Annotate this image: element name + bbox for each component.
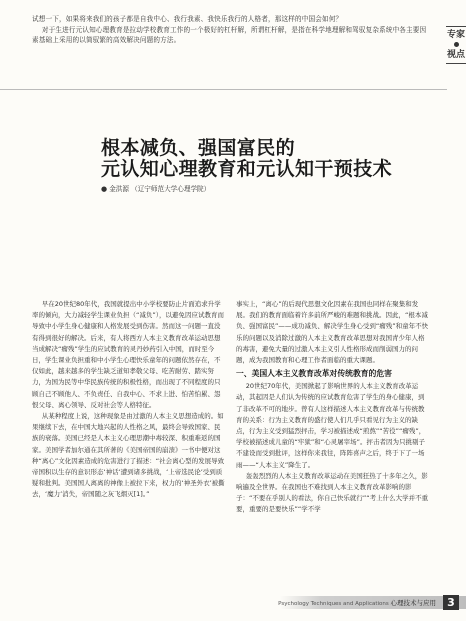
author-affiliation: （辽宁师范大学心理学院） [131,185,211,193]
header-divider [0,89,447,90]
intro-paragraph-2: 对于生进行元认知心理教育是拉动学校教育工作的一个极好的杠杆解，所谓杠杆解，是指在科学地理解和驾驭复杂系统中各主要因素基础上采用的以简驭繁的高效解决问题的方法。 [32,25,427,45]
intro-paragraphs [32,14,427,46]
author-name: 金洪源 [109,185,129,193]
body-paragraph: 从某种程度上说，这种现象是由过激的人本主义思想造成的。如果继续下去，在中国大地兴起的人性格之风，最终会导致国家、民族的衰落。美国已经是人本主义心理思潮中毒较深、积重难返的国家。美国学者加尔通在其所著的《美国帝国的崩溃》一书中便对这种“离心”文化因素造成的危害进行了描述：“社会离心型的发展导致帝国积以生存的意识形态‘神话’遭到诸多挑战，‘上帝选民论’受到质疑和批判。美国国人离离的神像上被拉下来，权力的‘神圣外衣’被撕去，‘魔力’消失，帝国随之灰飞烟灭[1]。” [32,412,225,499]
body-column-left [32,299,225,501]
section-tab-dot-icon [454,42,459,47]
byline [101,183,210,193]
section-tab-line-1: 专家 [446,30,465,40]
journal-name-english: Psychology Techniques and Applications [278,601,389,607]
section-heading: 一、美国人本主义教育改革对传统教育的危害 [236,369,392,379]
section-tab [446,26,466,64]
body-paragraph: 轰轰烈烈的人本主义教育改革运动在美国狂热了十多年之久，影响遍及全世界。在我国也不难找到人本主义教育改革影响的影子：“不要在乎别人的看法，你自己快乐就行”“考上什么大学并不重要，重要的是要快乐”“学不学 [236,471,429,514]
journal-name [278,598,436,607]
body-column-right [236,299,429,516]
journal-name-chinese: 心理技术与应用 [390,599,436,607]
page-number: 3 [443,595,459,610]
byline-bullet-icon: ● [101,185,108,193]
body-paragraph: 早在20世纪80年代，我国就提出中小学校要防止片面追求升学率的倾向，大力减轻学生课业负担（“减负”），以避免因应试教育而导致中小学生身心健康和人格发展受到伤害。然而这一问题一直没有得到很好的解决。后来，有人将西方人本主义教育改革运动思想当成解决“瘤残”学生的应试教育的灵丹妙药引入中国，而时至今日，学生课业负担重和中小学生心理快乐童年的问题依然存在，不仅如此，越来越多的学生缺乏道知孝敬父母、吃苦耐劳、踏实努力，为国为民等中华民族传统的积极性格，而出现了不同程度的只顾自己不顾他人、不负责任、自我中心、不求上进、怕苦怕累、怨恨父母、离心领导、反对社会等人格特征。 [32,300,224,409]
section-tab-line-2: 视点 [446,50,465,60]
article-title-line-1: 根本减负、强国富民的 [101,137,296,159]
intro-paragraph-1: 试想一下，如果将来我们的孩子都是自我中心、我行我素、我快乐我行的人格者，那这样的中国会如何？ [32,15,343,23]
article-title [101,138,431,180]
body-paragraph: 20世纪70年代，美国掀起了影响世界的人本主义教育改革运动，其起因是人们认为传统的应试教育危害了学生的身心健康，到了非改革不可的地步。曾有人这样描述人本主义教育改革与传统教育的关系：行为主义教育的盛行使人们几乎只看见行为主义的缺点，行为主义受到猛烈抨击，学习被描述成“煎熬”“苦役”“瘤残”，学校被描述成儿童的“牢狱”和“心灵屠宰场”。抨击者因为只挑剔子不建设而受到批评，这样你来我往，阵阵喜声之后，终于下了一场雨——“人本主义”降生了。 [236,382,426,469]
body-paragraph: 事实上，“离心”的后现代思想文化因素在我国也同样在聚集和发展。我们的教育面临着许多前所严峻的难题和挑战。因此，“根本减负、强国富民”——成功减负、解决学生身心受到“瘤残”和童年不快乐的问题以及消除过激的人本主义教育改革思想对我国青少年人格的毒害，避免大量的过激人本主义引人性格形成而削弱国力的问题，成为我国教育和心理工作者面临的重大课题。 [236,300,429,365]
article-title-line-2: 元认知心理教育和元认知干预技术 [101,158,393,180]
page-footer [280,596,466,609]
